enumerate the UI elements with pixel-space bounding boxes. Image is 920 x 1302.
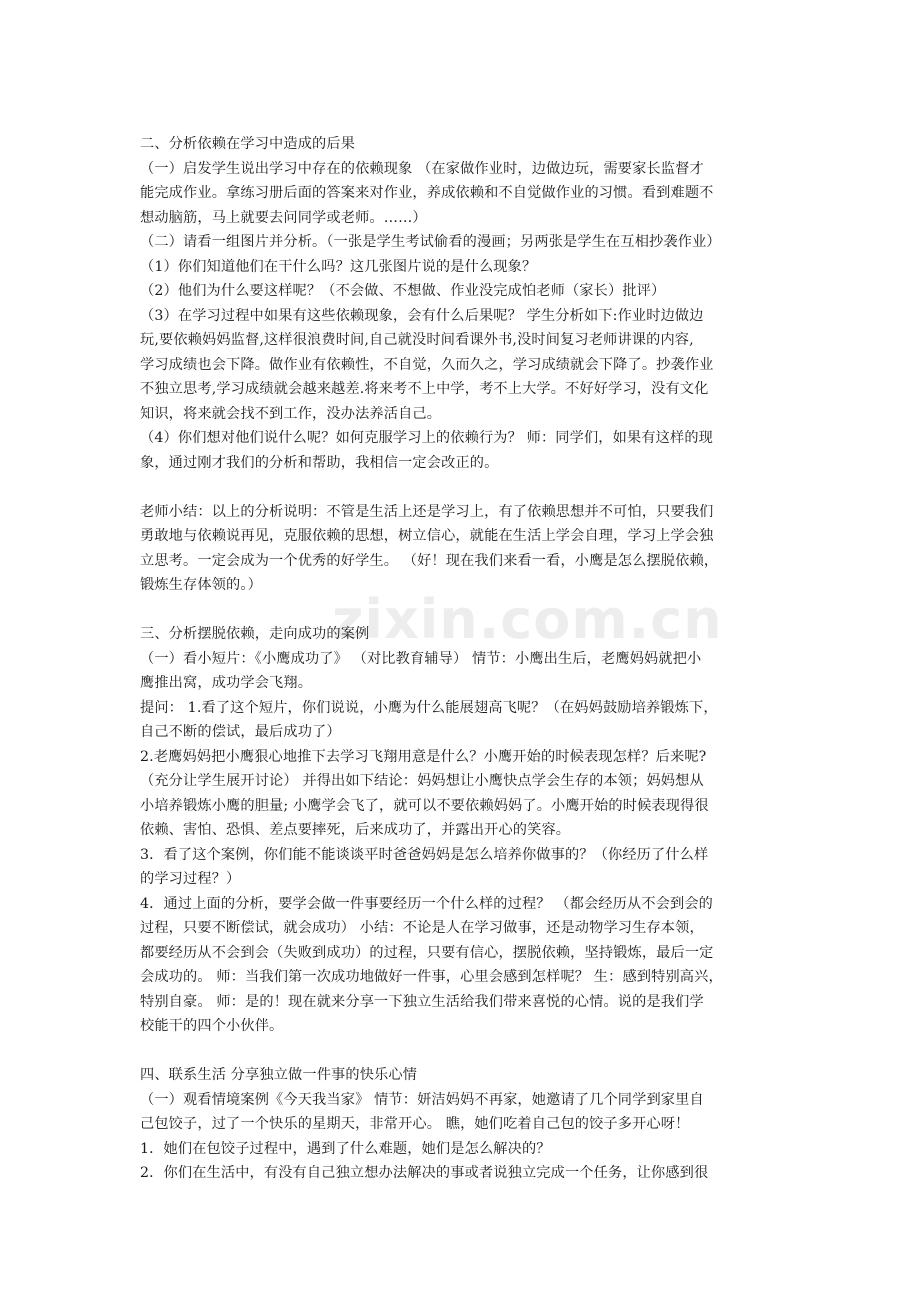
text-line: 特别自豪。 师：是的！现在就来分享一下独立生活给我们带来喜悦的心情。说的是我们学 — [140, 993, 704, 1010]
text-line: （4）你们想对他们说什么呢？如何克服学习上的依赖行为？ 师：同学们，如果有这样的现 — [140, 430, 714, 446]
text-line: 二、分析依赖在学习中造成的后果 — [140, 136, 356, 152]
text-line: （1）你们知道他们在干什么吗？这几张图片说的是什么现象？ — [140, 258, 537, 275]
text-line: 立思考。一定会成为一个优秀的好学生。 （好！现在我们来看一看，小鹰是怎么摆脱依赖， — [140, 552, 719, 569]
text-line: 3．看了这个案例，你们能不能谈谈平时爸爸妈妈是怎么培养你做事的？（你经历了什么样 — [140, 846, 709, 863]
text-line: 玩,要依赖妈妈监督,这样很浪费时间,自己就没时间看课外书,没时间复习老师讲课的内容, — [140, 332, 694, 348]
text-line: 学习成绩也会下降。做作业有依赖性，不自觉，久而久之，学习成绩就会下降了。抄袭作业 — [140, 356, 714, 373]
text-line: 鹰推出窝，成功学会飞翔。 — [140, 675, 313, 691]
document-body — [140, 132, 785, 1186]
text-line: （2）他们为什么要这样呢？（不会做、不想做、作业没完成怕老师（家长）批评） — [140, 283, 666, 299]
text-line: 象，通过刚才我们的分析和帮助，我相信一定会改正的。 — [140, 454, 499, 471]
text-line: 都要经历从不会到会（失败到成功）的过程，只要有信心，摆脱依赖，坚持锻炼，最后一定 — [140, 944, 714, 961]
text-line: 校能干的四个小伙伴。 — [140, 1018, 284, 1034]
text-line: 想动脑筋，马上就要去问同学或老师。……） — [140, 209, 427, 226]
text-line: 不独立思考,学习成绩就会越来越差.将来考不上中学，考不上大学。不好好学习，没有文化 — [140, 381, 709, 397]
text-line: 锻炼生存体领的。） — [140, 577, 262, 593]
text-line: 的学习过程？） — [140, 871, 241, 887]
paragraph-gap — [140, 598, 785, 623]
text-line: 提问： 1.看了这个短片，你们说说，小鹰为什么能展翅高飞呢？（在妈妈鼓励培养锻炼下， — [140, 699, 718, 716]
text-line: （一）观看情境案例《今天我当家》 情节：妍洁妈妈不再家，她邀请了几个同学到家里自 — [140, 1091, 704, 1108]
text-line: 小培养锻炼小鹰的胆量; 小鹰学会飞了，就可以不要依赖妈妈了。小鹰开始的时候表现得很 — [140, 797, 709, 814]
text-line: 2．你们在生活中，有没有自己独立想办法解决的事或者说独立完成一个任务，让你感到很 — [140, 1165, 709, 1181]
paragraph-gap — [140, 1039, 785, 1064]
text-line: （二）请看一组图片并分析。（一张是学生考试偷看的漫画；另两张是学生在互相抄袭作业） — [140, 234, 721, 250]
text-line: 老师小结：以上的分析说明：不管是生活上还是学习上，有了依赖思想并不可怕，只要我们 — [140, 503, 714, 520]
text-line: （一）看小短片：《小鹰成功了》 （对比教育辅导） 情节：小鹰出生后，老鹰妈妈就把小 — [140, 650, 702, 667]
text-line: 能完成作业。拿练习册后面的答案来对作业，养成依赖和不自觉做作业的习惯。看到难题不 — [140, 185, 714, 201]
text-line: 勇敢地与依赖说再见，克服依赖的思想，树立信心，就能在生活上学会自理，学习上学会独 — [140, 528, 714, 544]
text-line: 会成功的。 师：当我们第一次成功地做好一件事，心里会感到怎样呢？ 生：感到特别高兴， — [140, 969, 723, 985]
text-line: 三、分析摆脱依赖，走向成功的案例 — [140, 626, 370, 642]
text-line: 2.老鹰妈妈把小鹰狠心地推下去学习飞翔用意是什么？小鹰开始的时候表现怎样？后来呢? — [140, 748, 707, 765]
text-line: 过程，只要不断偿试，就会成功） 小结：不论是人在学习做事，还是动物学习生存本领， — [140, 920, 704, 936]
text-line: （一）启发学生说出学习中存在的依赖现象 （在家做作业时，边做边玩，需要家长监督才 — [140, 160, 704, 177]
text-line: （3）在学习过程中如果有这些依赖现象，会有什么后果呢？ 学生分析如下:作业时边做边 — [140, 307, 704, 324]
text-line: 4．通过上面的分析，要学会做一件事要经历一个什么样的过程？ （都会经历从不会到会的 — [140, 895, 714, 912]
paragraph-gap — [140, 475, 785, 500]
text-line: 1．她们在包饺子过程中，遇到了什么难题，她们是怎么解决的？ — [140, 1140, 551, 1157]
text-line: 四、联系生活 分享独立做一件事的快乐心情 — [140, 1067, 418, 1083]
text-line: 知识，将来就会找不到工作，没办法养活自己。 — [140, 405, 442, 422]
text-line: 己包饺子，过了一个快乐的星期天，非常开心。 瞧，她们吃着自己包的饺子多开心呀！ — [140, 1116, 690, 1132]
text-line: （充分让学生展开讨论） 并得出如下结论：妈妈想让小鹰快点学会生存的本领；妈妈想从 — [140, 773, 704, 789]
text-line: 依赖、害怕、恐惧、差点要摔死，后来成功了，并露出开心的笑容。 — [140, 822, 571, 838]
text-line: 自己不断的偿试，最后成功了） — [140, 724, 341, 740]
watermark: zixin.com.cn — [332, 588, 723, 651]
